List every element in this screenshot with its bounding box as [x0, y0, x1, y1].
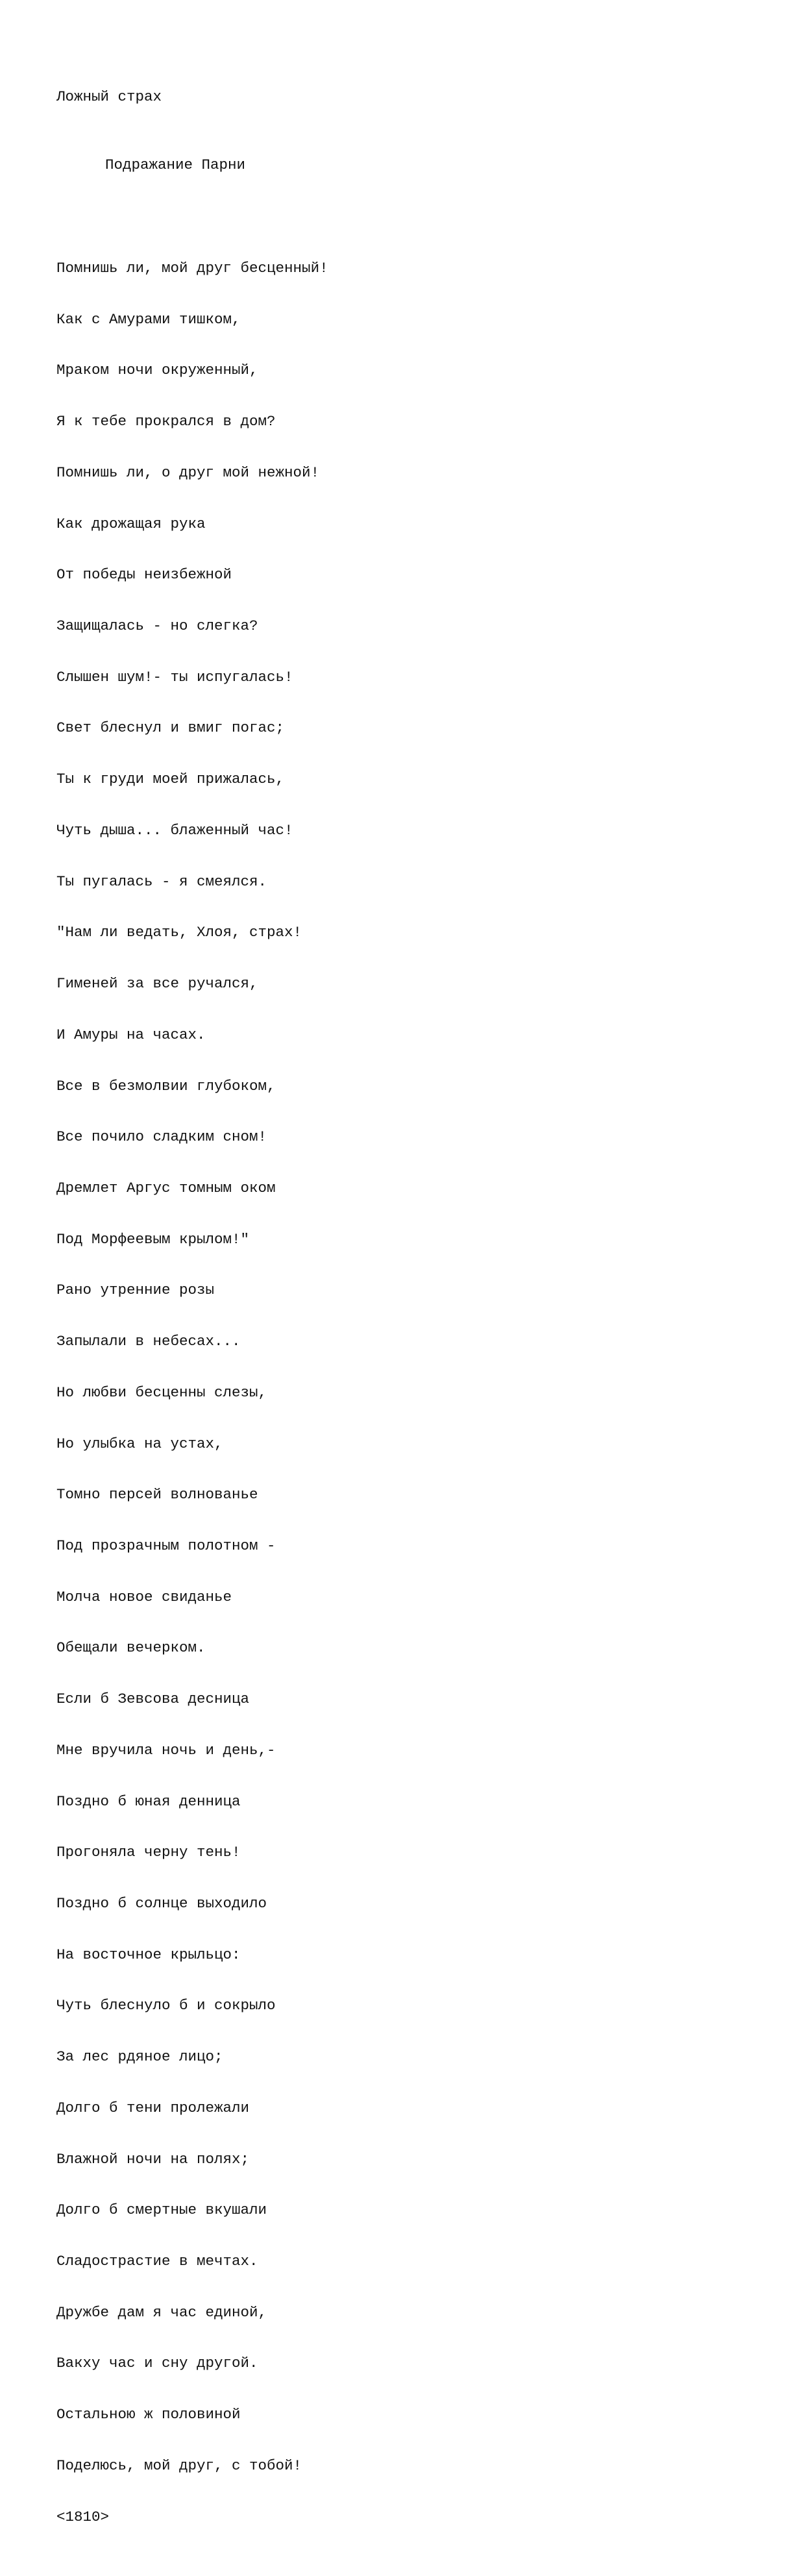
poem-line: От победы неизбежной: [56, 566, 232, 584]
poem-line: Влажной ночи на полях;: [56, 2150, 250, 2168]
poem-line: Все почило сладким сном!: [56, 1128, 267, 1146]
poem-line: Рано утренние розы: [56, 1282, 215, 1299]
poem-line: Дружбе дам я час единой,: [56, 2303, 267, 2321]
poem-line: Поздно б солнце выходило: [56, 1895, 267, 1912]
poem-line: Как с Амурами тишком,: [56, 310, 241, 328]
poem-line: Я к тебе прокрался в дом?: [56, 413, 276, 430]
poem-line: На восточное крыльцо:: [56, 1946, 241, 1963]
poem-line: Мраком ночи окруженный,: [56, 362, 258, 379]
poem-line: Вакху час и сну другой.: [56, 2355, 258, 2372]
poem-line: Долго б смертные вкушали: [56, 2201, 267, 2219]
poem-line: Запылали в небесах...: [56, 1333, 241, 1350]
poem-subtitle: Подражание Парни: [105, 156, 246, 173]
poem-line: Защищалась - но слегка?: [56, 617, 258, 635]
poem-line: Томно персей волнованье: [56, 1486, 258, 1504]
poem-line: Остальною ж половиной: [56, 2406, 241, 2423]
poem-line: Поделюсь, мой друг, с тобой!: [56, 2457, 302, 2474]
poem-line: Чуть дыша... блаженный час!: [56, 821, 293, 839]
poem-line: Обещали вечерком.: [56, 1639, 206, 1657]
poem-line: Долго б тени пролежали: [56, 2099, 250, 2116]
poem-line: Под Морфеевым крылом!": [56, 1230, 250, 1248]
poem-line: Помнишь ли, мой друг бесценный!: [56, 260, 328, 277]
poem-line: Прогоняла черну тень!: [56, 1844, 241, 1861]
poem-date: <1810>: [56, 2508, 110, 2525]
poem-line: Поздно б юная денница: [56, 1792, 241, 1810]
poem-line: "Нам ли ведать, Хлоя, страх!: [56, 924, 302, 941]
poem-line: Как дрожащая рука: [56, 515, 206, 532]
poem-body: [56, 226, 770, 2559]
poem-line: Чуть блеснуло б и сокрыло: [56, 1997, 276, 2014]
poem-line: За лес рдяное лицо;: [56, 2048, 223, 2066]
poem-title: Ложный страх: [56, 88, 162, 105]
poem-line: Под прозрачным полотном -: [56, 1537, 276, 1554]
poem-line: Гименей за все ручался,: [56, 975, 258, 993]
poem-line: Ты к груди моей прижалась,: [56, 771, 285, 788]
poem-line: Помнишь ли, о друг мой нежной!: [56, 464, 320, 481]
poem-line: Все в безмолвии глубоком,: [56, 1077, 276, 1095]
poem-line: Мне вручила ночь и день,-: [56, 1741, 276, 1759]
poem-line: Если б Зевсова десница: [56, 1690, 250, 1708]
poem-line: И Амуры на часах.: [56, 1026, 206, 1043]
poem-line: Слышен шум!- ты испугалась!: [56, 668, 293, 686]
poem-line: Свет блеснул и вмиг погас;: [56, 719, 285, 737]
poem-line: Сладострастие в мечтах.: [56, 2253, 258, 2270]
poem-line: Но любви бесценны слезы,: [56, 1383, 267, 1401]
poem-line: Но улыбка на устах,: [56, 1435, 223, 1452]
poem-line: Ты пугалась - я смеялся.: [56, 873, 267, 890]
poem-line: Молча новое свиданье: [56, 1588, 232, 1605]
document-page: [56, 55, 770, 2576]
poem-line: Дремлет Аргус томным оком: [56, 1179, 276, 1196]
